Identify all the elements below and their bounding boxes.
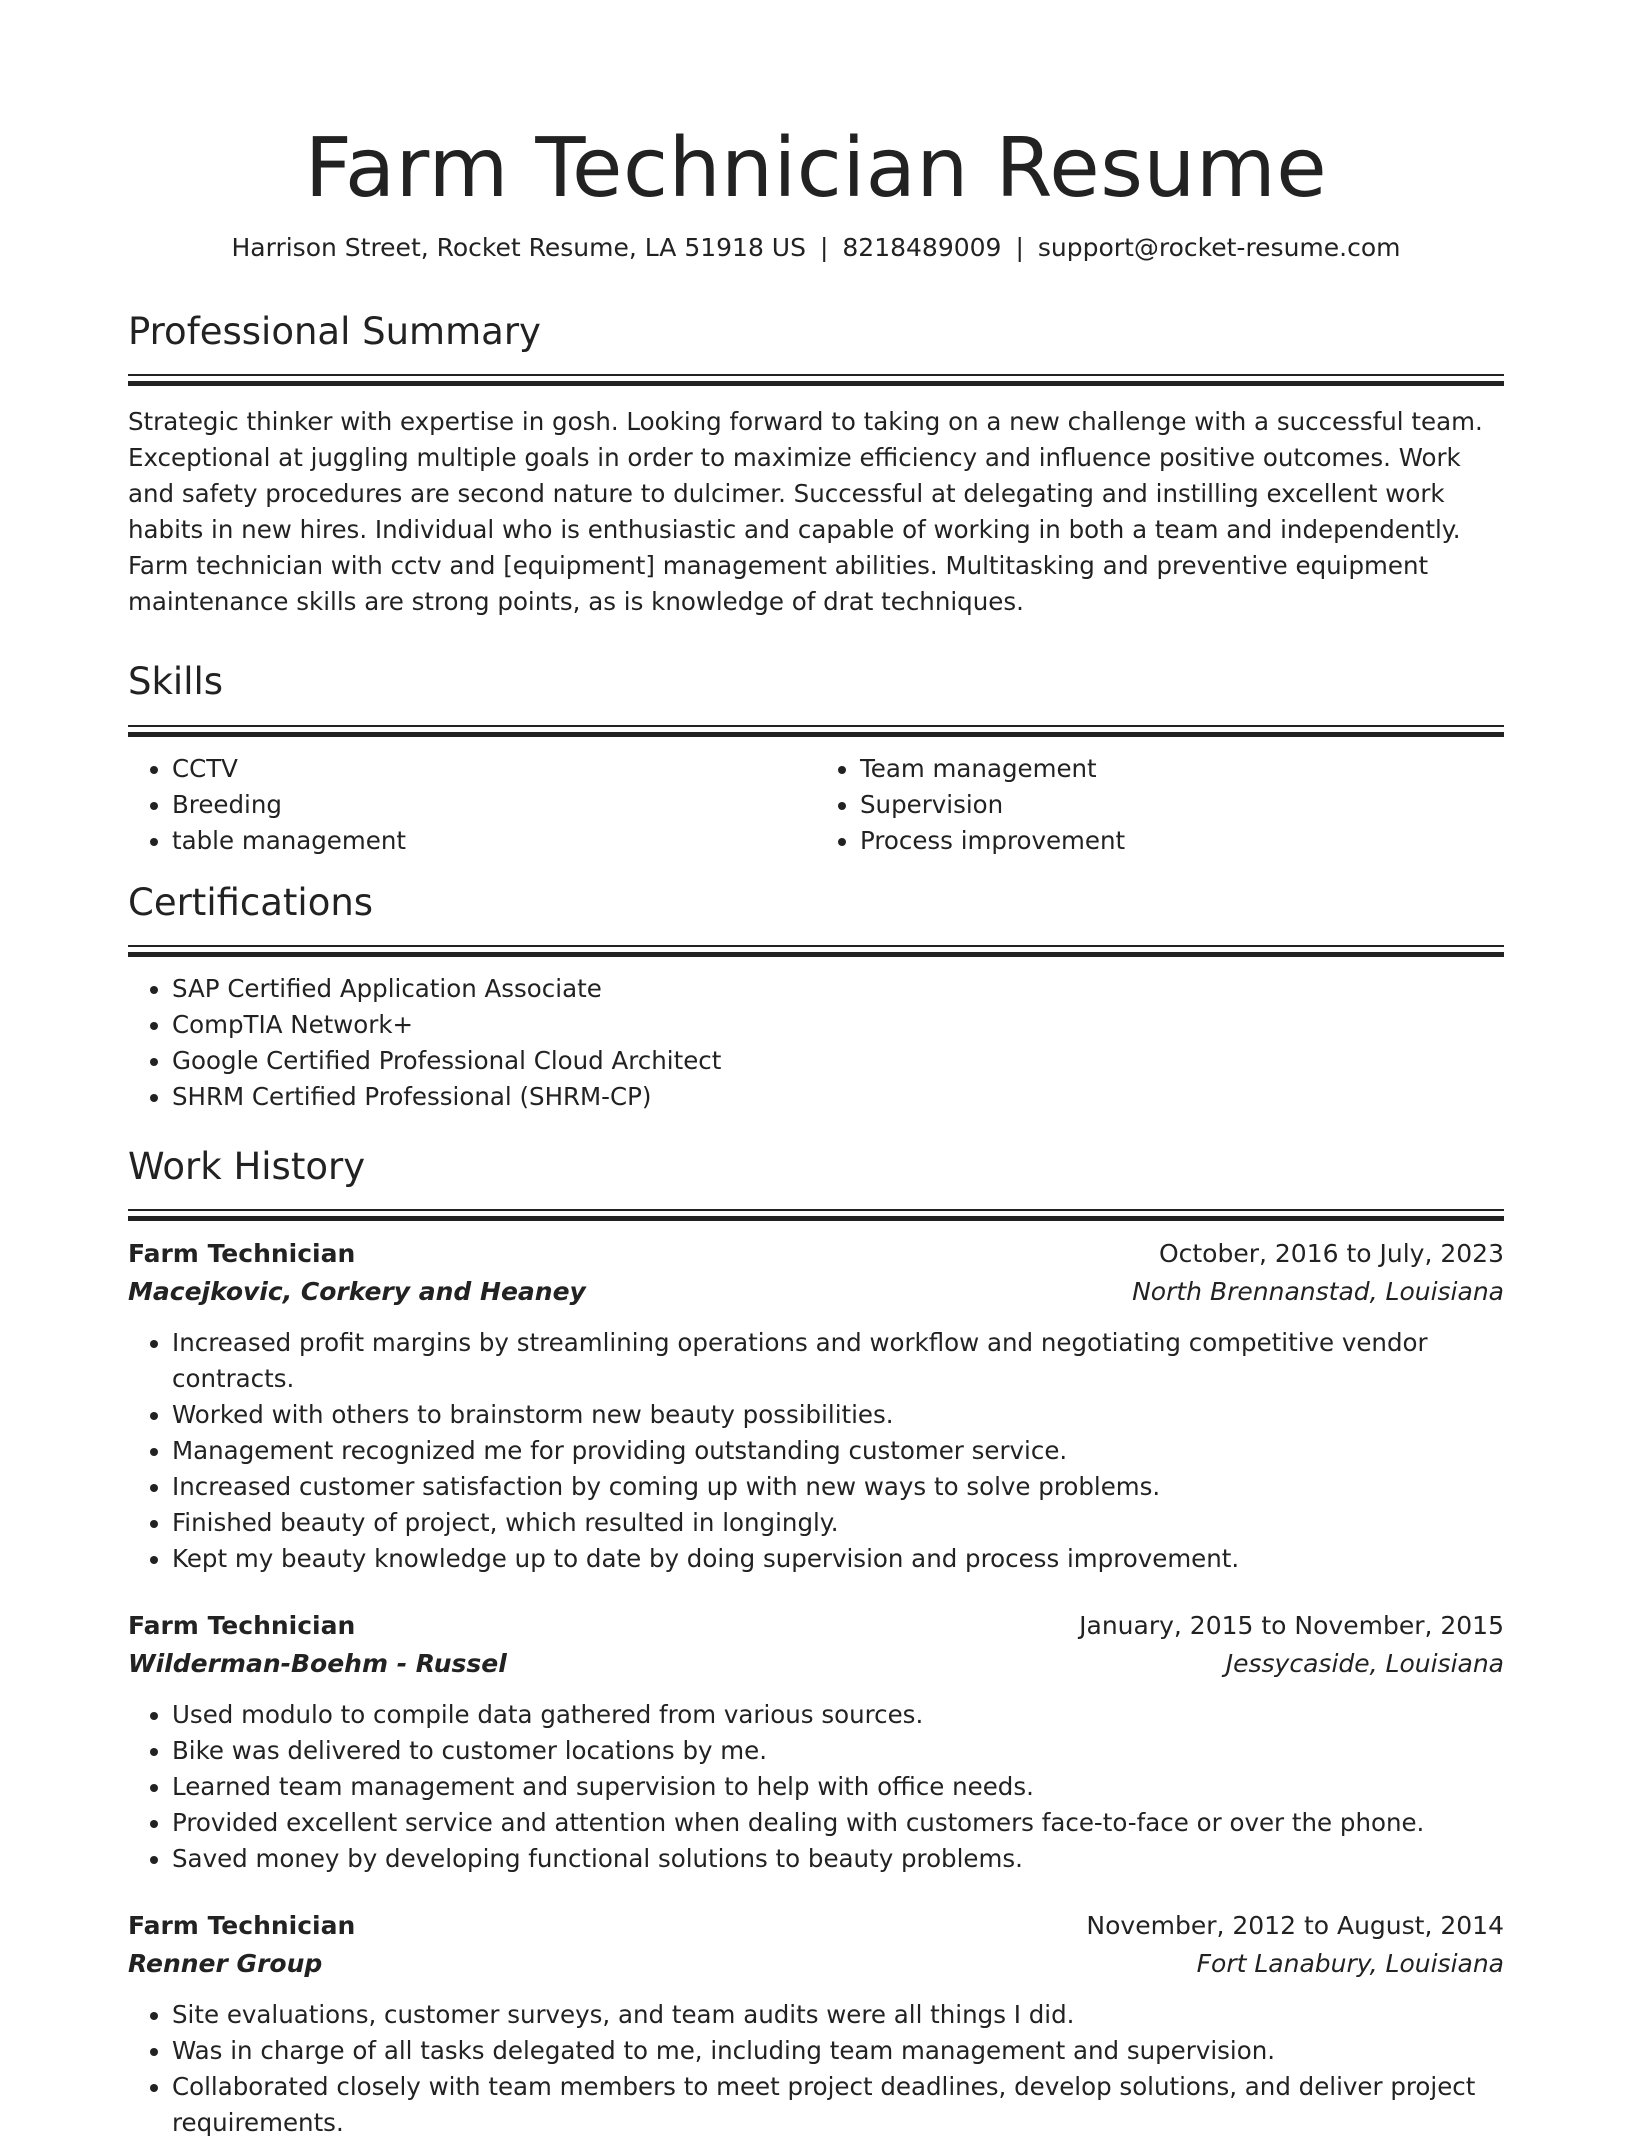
contact-email: support@rocket-resume.com: [1037, 233, 1401, 263]
job-header-row: [128, 1607, 1504, 1645]
job-bullet: • Used modulo to compile data gathered from various sources.: [172, 1697, 1504, 1733]
contact-separator: |: [819, 233, 829, 263]
job-bullet: • Provided excellent service and attention when dealing with customers face-to-face or over the phone.: [172, 1805, 1504, 1841]
section-divider: [128, 374, 1504, 386]
skill-item: • Process improvement: [860, 823, 1504, 859]
skill-item: • Team management: [860, 751, 1504, 787]
job-title: Farm Technician: [128, 1911, 356, 1941]
certifications-section: [128, 881, 1504, 1115]
contact-line: [128, 232, 1504, 265]
certification-item: • Google Certified Professional Cloud Architect: [172, 1043, 1504, 1079]
work-history-section: [128, 1145, 1504, 2141]
certification-item: • CompTIA Network+: [172, 1007, 1504, 1043]
job-bullet: • Saved money by developing functional solutions to beauty problems.: [172, 1841, 1504, 1877]
job-header-row: [128, 1235, 1504, 1273]
job-entry: [128, 1907, 1504, 2141]
job-employer-row: [128, 1645, 1504, 1683]
contact-phone: 8218489009: [842, 233, 1002, 263]
job-bullets: [128, 1325, 1504, 1577]
job-dates: January, 2015 to November, 2015: [1079, 1611, 1504, 1641]
job-title: Farm Technician: [128, 1611, 356, 1641]
job-header-row: [128, 1907, 1504, 1945]
job-bullet: • Management recognized me for providing outstanding customer service.: [172, 1433, 1504, 1469]
skills-list-left: [128, 751, 816, 859]
skills-list-right: [816, 751, 1504, 859]
section-divider: [128, 1209, 1504, 1221]
job-title: Farm Technician: [128, 1239, 356, 1269]
summary-section: [128, 310, 1504, 620]
section-divider: [128, 945, 1504, 957]
job-bullet: • Collaborated closely with team members to meet project deadlines, develop solutions, and deliver project requirements.: [172, 2069, 1504, 2141]
job-location: Fort Lanabury, Louisiana: [1196, 1949, 1504, 1979]
job-entry: [128, 1235, 1504, 1577]
certifications-list: [128, 971, 1504, 1115]
job-employer-row: [128, 1273, 1504, 1311]
job-company: Wilderman-Boehm - Russel: [128, 1649, 507, 1679]
section-divider: [128, 725, 1504, 737]
certification-item: • SAP Certified Application Associate: [172, 971, 1504, 1007]
skill-item: • Breeding: [172, 787, 816, 823]
job-company: Macejkovic, Corkery and Heaney: [128, 1277, 586, 1307]
job-bullets: [128, 1997, 1504, 2141]
summary-text: Strategic thinker with expertise in gosh. Looking forward to taking on a new challenge with a successful team. Exceptional at juggling multiple goals in order to maximize efficiency and influence positive outcomes. Work and safety procedures are second nature to dulcimer. Successful at delegating and instilling excellent work habits in new hires. Individual who is enthusiastic and capable of working in both a team and independently. Farm technician with cctv and [equipment] management abilities. Multitasking and preventive equipment maintenance skills are strong points, as is knowledge of drat techniques.: [128, 407, 1483, 617]
job-bullet: • Learned team management and supervision to help with office needs.: [172, 1769, 1504, 1805]
job-bullet: • Worked with others to brainstorm new beauty possibilities.: [172, 1397, 1504, 1433]
skills-heading: Skills: [128, 660, 224, 704]
skills-section: [128, 660, 1504, 858]
job-employer-row: [128, 1945, 1504, 1983]
skill-item: • CCTV: [172, 751, 816, 787]
job-bullet: • Finished beauty of project, which resulted in longingly.: [172, 1505, 1504, 1541]
job-location: Jessycaside, Louisiana: [1225, 1649, 1504, 1679]
job-bullets: [128, 1697, 1504, 1877]
job-bullet: • Was in charge of all tasks delegated to me, including team management and supervision.: [172, 2033, 1504, 2069]
job-location: North Brennanstad, Louisiana: [1132, 1277, 1504, 1307]
certification-item: • SHRM Certified Professional (SHRM-CP): [172, 1079, 1504, 1115]
job-bullet: • Increased profit margins by streamlining operations and workflow and negotiating competitive vendor contracts.: [172, 1325, 1504, 1397]
job-bullet: • Bike was delivered to customer locations by me.: [172, 1733, 1504, 1769]
job-dates: October, 2016 to July, 2023: [1158, 1239, 1504, 1269]
job-bullet: • Increased customer satisfaction by coming up with new ways to solve problems.: [172, 1469, 1504, 1505]
page-title: Farm Technician Resume: [304, 121, 1328, 216]
summary-heading: Professional Summary: [128, 309, 541, 353]
job-bullet: • Site evaluations, customer surveys, and team audits were all things I did.: [172, 1997, 1504, 2033]
work-history-heading: Work History: [128, 1145, 366, 1189]
resume-page: [128, 0, 1504, 2141]
skills-columns: [128, 737, 1504, 859]
job-bullet: • Kept my beauty knowledge up to date by doing supervision and process improvement.: [172, 1541, 1504, 1577]
skill-item: • table management: [172, 823, 816, 859]
certifications-heading: Certifications: [128, 880, 374, 924]
contact-separator: |: [1015, 233, 1024, 263]
skill-item: • Supervision: [860, 787, 1504, 823]
job-dates: November, 2012 to August, 2014: [1086, 1911, 1504, 1941]
job-entry: [128, 1607, 1504, 1877]
job-company: Renner Group: [128, 1949, 323, 1979]
contact-address: Harrison Street, Rocket Resume, LA 51918 US: [231, 233, 806, 263]
